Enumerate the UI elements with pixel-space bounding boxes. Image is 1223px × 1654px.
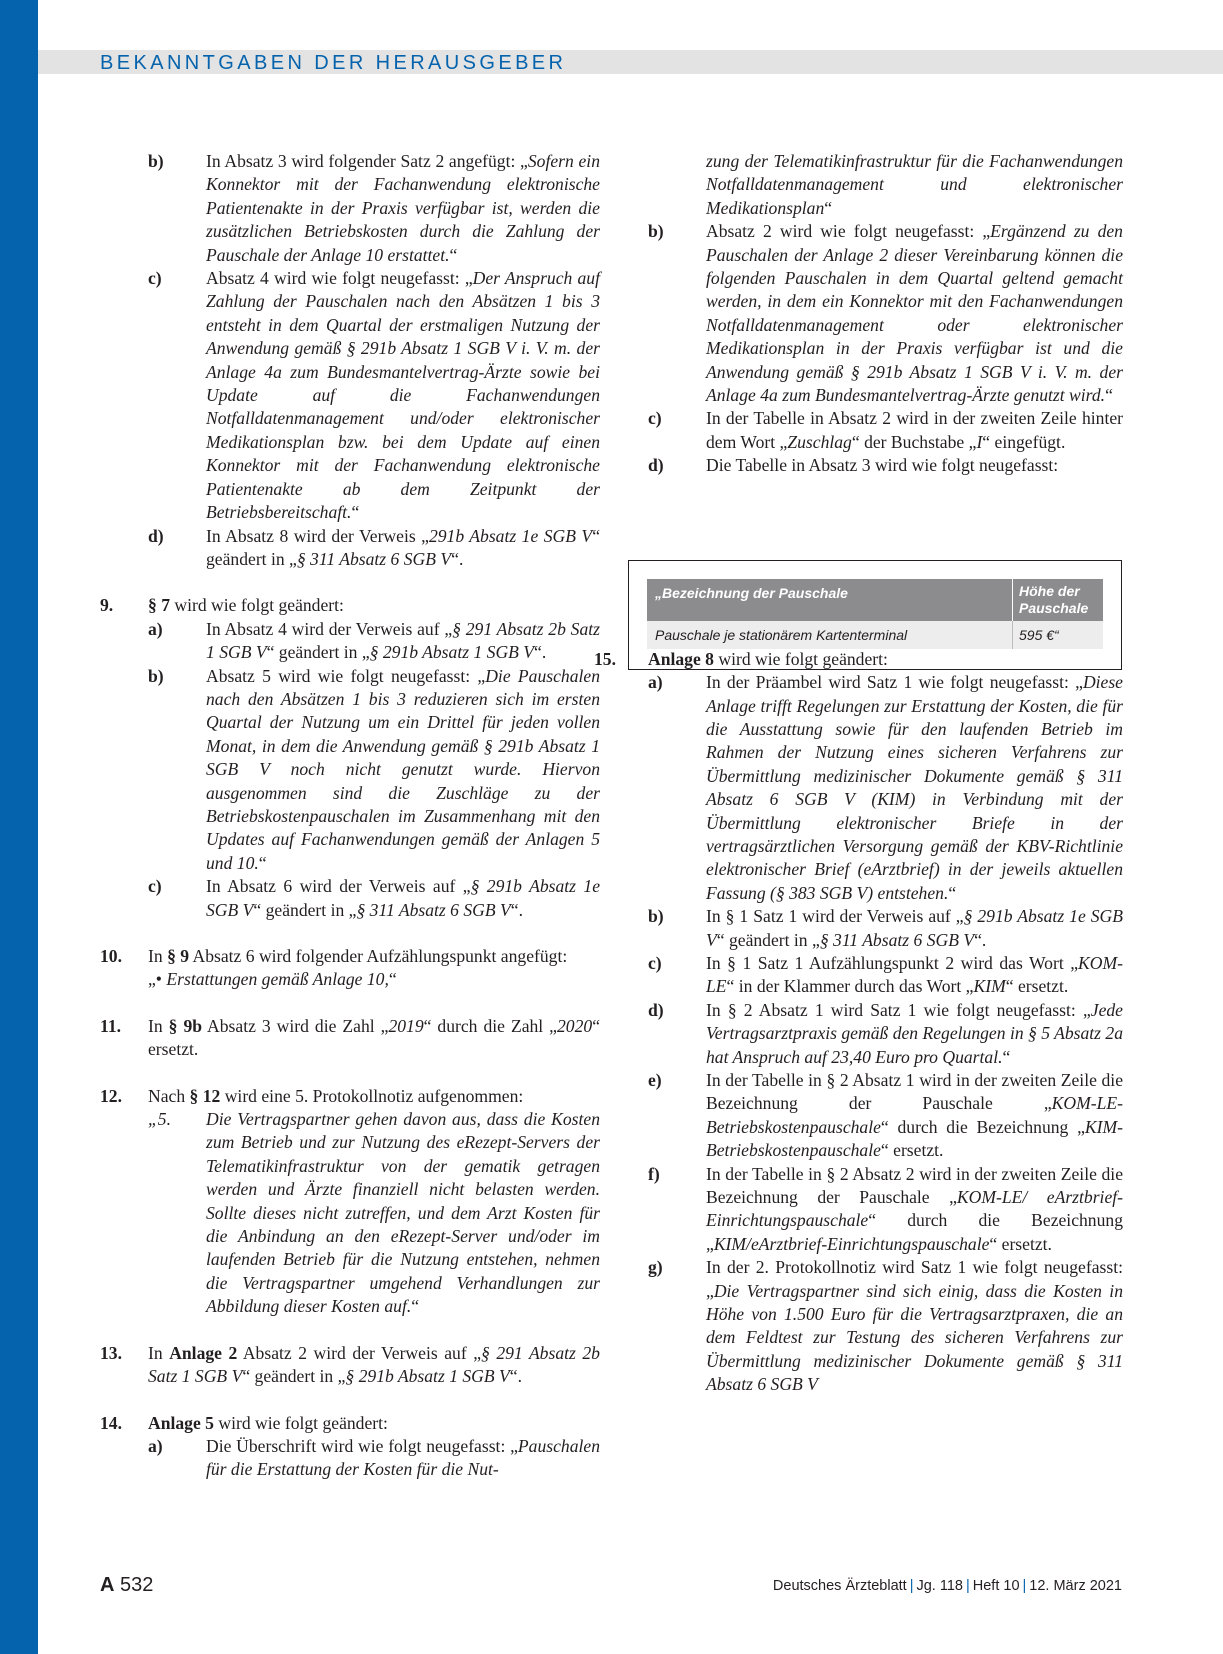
list-item: g) In der 2. Protokollnotiz wird Satz 1 wie folgt neugefasst: „Die Vertragspartner sind sich einig, dass die Kosten in Höhe von 1.500 Euro für die Vertragsarztpraxen, die an dem Feldtest zur Testung des sicheren Verfahrens zur Übermittlung medizinischer Dokumente gemäß § 311 Absatz 6 SGB V: [648, 1257, 1123, 1395]
list-item: d) In § 2 Absatz 1 wird Satz 1 wie folgt neugefasst: „Jede Vertragsarztpraxis gemäß den Regelungen in § 5 Absatz 2a hat Anspruch auf 23,40 Euro pro Quartal.“: [648, 999, 1124, 1067]
list-item: f) In der Tabelle in § 2 Absatz 2 wird in der zweiten Zeile die Bezeichnung der Pauschale „KOM-LE/ eArztbrief-Einrichtungspauschale“ durch die Bezeichnung „KIM/eArztbrief-Einrichtungspauschale“ ersetzt.: [648, 1163, 1124, 1254]
list-item: e) In der Tabelle in § 2 Absatz 1 wird in der zweiten Zeile die Bezeichnung der Pauschale „KOM-LE-Betriebskostenpauschale“ durch die Bezeichnung „KIM-Betriebskostenpauschale“ ersetzt.: [648, 1070, 1123, 1161]
list-item: d) Die Tabelle in Absatz 3 wird wie folgt neugefasst:: [648, 455, 1059, 476]
list-item: 13. In Anlage 2 Absatz 2 wird der Verweis auf „§ 291 Absatz 2b Satz 1 SGB V“ geändert in „§ 291b Absatz 1 SGB V“.: [100, 1342, 600, 1387]
list-item: a) Die Überschrift wird wie folgt neugefasst: „Pauschalen für die Erstattung der Kosten für die Nut-: [148, 1435, 600, 1480]
list-item: b) In § 1 Satz 1 wird der Verweis auf „§ 291b Absatz 1e SGB V“ geändert in „§ 311 Absatz 6 SGB V“.: [648, 906, 1123, 950]
list-item: a) In Absatz 4 wird der Verweis auf „§ 291 Absatz 2b Satz 1 SGB V“ geändert in „§ 291b Absatz 1 SGB V“.: [148, 618, 600, 663]
pauschale-table: [647, 579, 1103, 649]
table-cell: Pauschale je stationärem Kartenterminal: [647, 621, 1013, 649]
list-item: 15. Anlage 8 wird wie folgt geändert:: [594, 648, 888, 669]
pauschale-table-box: [594, 560, 1122, 670]
list-item: 9. § 7 wird wie folgt geändert:: [100, 595, 344, 616]
list-item: 10. In § 9 Absatz 6 wird folgender Aufzählungspunkt angefügt: „• Erstattungen gemäß Anlage 10,“: [100, 946, 568, 990]
table-cell: 595 €“: [1019, 627, 1059, 643]
list-item: 12. Nach § 12 wird eine 5. Protokollnotiz aufgenommen:: [100, 1085, 524, 1106]
side-stripe: [0, 0, 38, 1654]
list-item: zung der Telematikinfrastruktur für die Fachanwendungen Notfalldatenmanagement und elektronischer Medikationsplan“: [706, 151, 1123, 218]
list-item: c) Absatz 4 wird wie folgt neugefasst: „Der Anspruch auf Zahlung der Pauschalen nach den Absätzen 1 bis 3 entsteht in dem Quartal der erstmaligen Nutzung der Anwendung gemäß § 291b Absatz 1 SGB V i. V. m. der Anlage 4a zum Bundesmantelvertrag-Ärzte sowie bei Update auf die Fachanwendungen Notfalldatenmanagement und/oder elektronischer Medikationsplan bzw. bei dem Update auf einen Konnektor mit der Fachanwendung elektronische Patientenakte ab dem Zeitpunkt der Betriebsbereitschaft.“: [148, 268, 600, 523]
journal-info: Deutsches Ärzteblatt | Jg. 118 | Heft 10 | 12. März 2021: [772, 1578, 1122, 1594]
list-item: d) In Absatz 8 wird der Verweis „291b Absatz 1e SGB V“ geändert in „§ 311 Absatz 6 SGB V“.: [148, 525, 600, 569]
list-item: b) Absatz 5 wird wie folgt neugefasst: „Die Pauschalen nach den Absätzen 1 bis 3 reduzieren sich im ersten Quartal der Nutzung um ein Drittel für jeden vollen Monat, in dem die Anwendung gemäß § 291b Absatz 1 SGB V noch nicht genutzt wurde. Hiervon ausgenommen sind die Zuschläge zu der Betriebskostenpauschalen im Zusammenhang mit den Updates auf Fachanwendungen gemäß der Anlagen 5 und 10.“: [148, 665, 600, 873]
list-item: c) In § 1 Satz 1 Aufzählungspunkt 2 wird das Wort „KOM-LE“ in der Klammer durch das Wort „KIM“ ersetzt.: [648, 952, 1123, 997]
list-item: b) In Absatz 3 wird folgender Satz 2 angefügt: „Sofern ein Konnektor mit der Fachanwendung elektronische Patientenakte in der Praxis verfügbar ist, werden die zusätzlichen Betriebskosten durch die Zahlung der Pauschale der Anlage 10 erstattet.“: [148, 151, 600, 265]
column-left: [100, 150, 600, 1482]
list-item: c) In der Tabelle in Absatz 2 wird in der zweiten Zeile hinter dem Wort „Zuschlag“ der Buchstabe „I“ eingefügt.: [648, 408, 1123, 452]
section-header: BEKANNTGABEN DER HERAUSGEBER: [100, 52, 567, 74]
list-item: „5. Die Vertragspartner gehen davon aus, dass die Kosten zum Betrieb und zur Nutzung des eRezept-Servers der Telematikinfrastruktur von der gematik getragen werden und Ärzte finanziell nicht belasten werden. Sollte dieses nicht zutreffen, und dem Arzt Kosten für die Anbindung an den eRezept-Server und/oder im laufenden Betrieb für die Nutzung entstehen, nehmen die Vertragspartner umgehend Verhandlungen zur Abbildung dieser Kosten auf.“: [148, 1109, 600, 1317]
list-item: c) In Absatz 6 wird der Verweis auf „§ 291b Absatz 1e SGB V“ geändert in „§ 311 Absatz 6 SGB V“.: [148, 876, 601, 920]
list-item: a) In der Präambel wird Satz 1 wie folgt neugefasst: „Diese Anlage trifft Regelungen zur Erstattung der Kosten, die für die Ausstattung sowie für den laufenden Betrieb im Rahmen der Nutzung eines sicheren Verfahrens zur Übermittlung medizinischer Dokumente gemäß § 311 Absatz 6 SGB V (KIM) in Verbindung mit der Übermittlung elektronischer Briefe in der vertragsärztlichen Versorgung gemäß der KBV-Richtlinie elektronischer Brief (eArztbrief) in der jeweils aktuellen Fassung (§ 383 SGB V) entstehen.“: [648, 672, 1123, 903]
list-item: 11. In § 9b Absatz 3 wird die Zahl „2019“ durch die Zahl „2020“ ersetzt.: [100, 1015, 600, 1060]
list-item: b) Absatz 2 wird wie folgt neugefasst: „Ergänzend zu den Pauschalen der Anlage 2 dieser Vereinbarung können die folgenden Pauschalen in dem Quartal geltend gemacht werden, in dem ein Konnektor mit den Fachanwendungen Notfalldatenmanagement oder elektronischer Medikationsplan in der Praxis verfügbar ist und die Anwendung gemäß § 291b Absatz 1 SGB V i. V. m. der Anlage 4a zum Bundesmantelvertrag-Ärzte genutzt wird.“: [648, 221, 1123, 406]
page-number: A 532: [100, 1574, 154, 1596]
table-row: [647, 621, 1103, 649]
list-item: 14. Anlage 5 wird wie folgt geändert:: [100, 1412, 388, 1433]
column-right: [594, 150, 1124, 1397]
table-header: [647, 579, 1103, 621]
table-header-cell: Höhe der Pauschale: [1019, 583, 1089, 616]
table-header-cell: „Bezeichnung der Pauschale: [647, 579, 1013, 621]
